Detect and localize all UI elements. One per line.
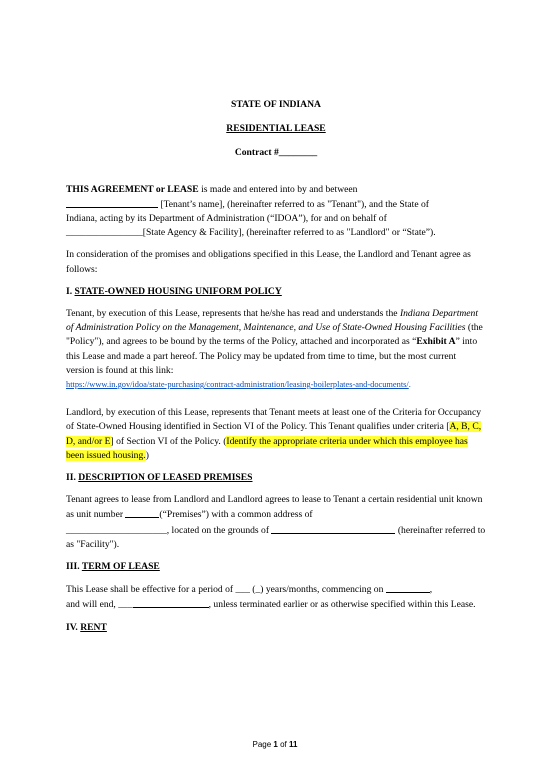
document-body	[66, 98, 486, 643]
facility-name-blank[interactable]	[271, 523, 395, 534]
section-3-heading: III. TERM OF LEASE	[66, 561, 160, 573]
criteria-highlight: A, B, C, D, and/or E	[66, 421, 482, 447]
section-1-heading: I. STATE-OWNED HOUSING UNIFORM POLICY	[66, 285, 282, 297]
contract-number: Contract #________	[234, 147, 318, 159]
intro-line3: Indiana, acting by its Department of Administration (“IDOA”), for and on behalf of	[66, 213, 387, 225]
intro-line4: ________________[State Agency & Facility], (hereinafter referred to as "Landlord" or “State”).	[66, 227, 436, 239]
policy-link[interactable]: https://www.in.gov/idoa/state-purchasing/contract-administration/leasing-boilerplates-and-documents/	[66, 380, 409, 390]
consideration-paragraph: In consideration of the promises and obligations specified in this Lease, the Landlord and Tenant agree as follows:	[66, 249, 471, 275]
intro-paragraph	[66, 183, 486, 241]
intro-lead-bold: THIS AGREEMENT or LEASE	[66, 183, 199, 195]
section-4-heading: IV. RENT	[66, 621, 107, 633]
page-number: 1	[273, 740, 278, 749]
section-2-heading: II. DESCRIPTION OF LEASED PREMISES	[66, 472, 253, 484]
intro-lead-rest: is made and entered into by and between	[198, 183, 358, 195]
intro-line2: [Tenant’s name], (hereinafter referred to as "Tenant"), and the State of	[158, 198, 429, 210]
unit-number-blank[interactable]	[125, 507, 159, 518]
section-1-paragraph-1: Tenant, by execution of this Lease, represents that he/she has read and understands the Indiana Department of Administration Policy on the Management, Maintenance, and Use of State-Owned Housing Facilities (the "Policy"), and agrees to be bound by the terms of the Policy, attached and incorporated as “Exhibit A” into this Lease and made a part hereof. The Policy may be updated from time to time, but the most current version is found at this link: https://www.in.gov/idoa/state-purchasing/contract-administration/leasing-boilerplates-and-documents/.	[66, 308, 483, 390]
page-total: 11	[289, 740, 298, 749]
end-date-blank[interactable]	[133, 597, 209, 608]
page-footer: Page 1 of 11	[252, 740, 298, 749]
document-title: RESIDENTIAL LEASE	[226, 123, 326, 135]
start-date-blank[interactable]	[386, 582, 430, 593]
criteria-instruction-highlight: Identify the appropriate criteria under which this employee has been issued housing.	[66, 435, 468, 461]
section-3-paragraph: This Lease shall be effective for a period of ___ (_) years/months, commencing on , and will end, ___ , unless terminated earlier or as otherwise specified within this Lease.	[66, 584, 476, 611]
state-heading: STATE OF INDIANA	[231, 99, 321, 110]
tenant-name-blank[interactable]	[66, 197, 158, 208]
section-2-paragraph: Tenant agrees to lease from Landlord and Landlord agrees to lease to Tenant a certain residential unit known as unit number (“Premises”) with a common address of _____________________, located on the grounds of (hereinafter referred to as "Facility").	[66, 494, 486, 550]
section-1-paragraph-2: Landlord, by execution of this Lease, represents that Tenant meets at least one of the Criteria for Occupancy of State-Owned Housing identified in Section VI of the Policy. This Tenant qualifies under criteria [A, B, C, D, and/or E] of Section VI of the Policy. (Identify the appropriate criteria under which this employee has been issued housing.)	[66, 407, 482, 461]
